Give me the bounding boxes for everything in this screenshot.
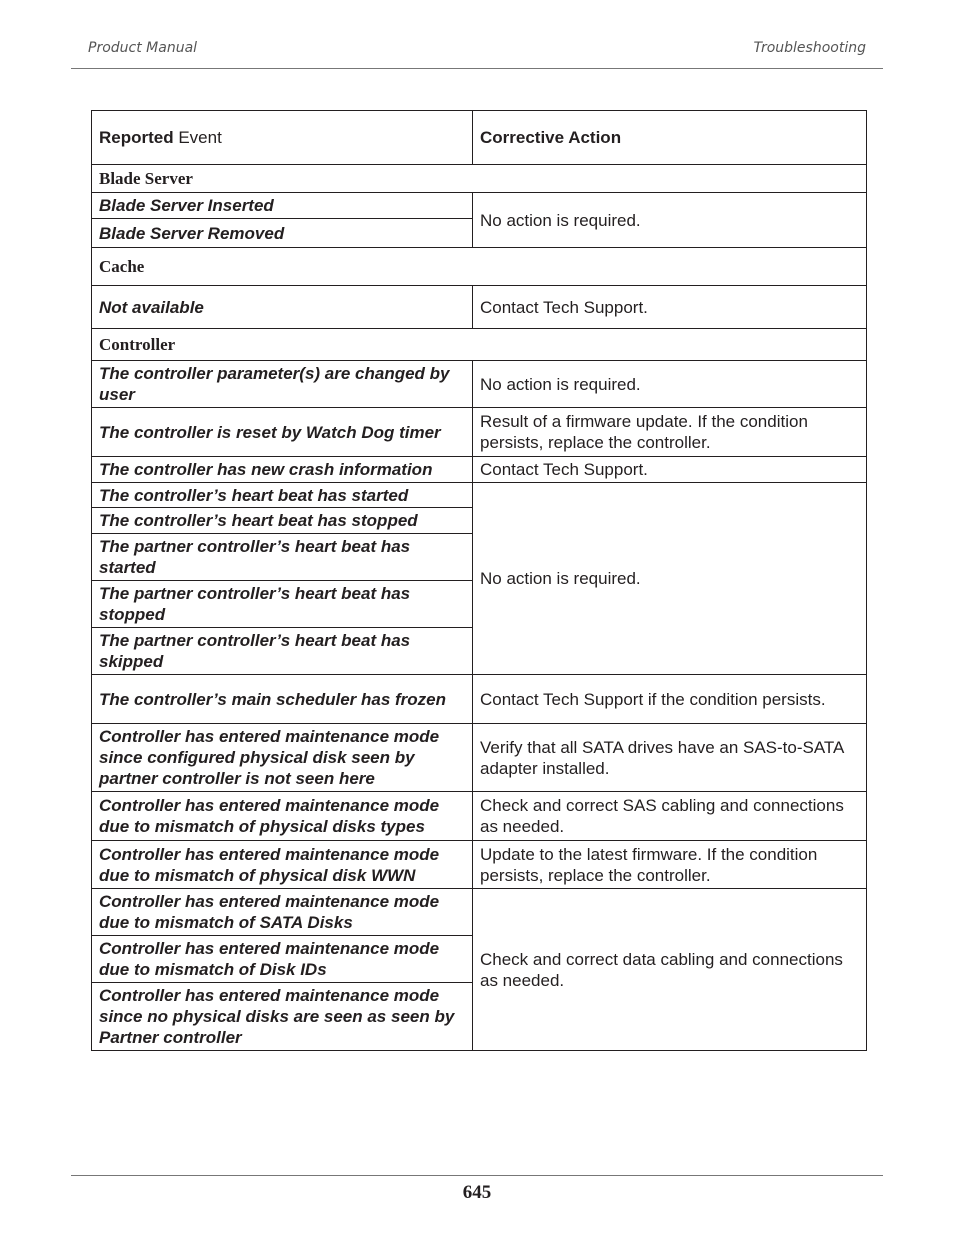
section-row-cache — [92, 248, 867, 286]
event-cell: Not available — [92, 286, 473, 329]
table-row — [92, 193, 867, 219]
section-title: Blade Server — [92, 165, 867, 193]
event-cell: Controller has entered maintenance mode since no physical disks are seen as seen by Partner controller — [92, 983, 473, 1051]
footer-rule — [71, 1175, 883, 1176]
event-cell: The partner controller’s heart beat has stopped — [92, 581, 473, 628]
table-row — [92, 724, 867, 792]
table-row — [92, 408, 867, 457]
event-cell: Controller has entered maintenance mode due to mismatch of SATA Disks — [92, 889, 473, 936]
event-cell: Controller has entered maintenance mode due to mismatch of physical disks types — [92, 792, 473, 841]
section-row-blade-server — [92, 165, 867, 193]
event-cell: The controller has new crash information — [92, 457, 473, 483]
action-cell: Result of a firmware update. If the condition persists, replace the controller. — [473, 408, 867, 457]
action-cell: Check and correct SAS cabling and connections as needed. — [473, 792, 867, 841]
table-row — [92, 457, 867, 483]
event-cell: Controller has entered maintenance mode due to mismatch of physical disk WWN — [92, 841, 473, 889]
action-cell: Contact Tech Support. — [473, 286, 867, 329]
action-cell: Update to the latest firmware. If the condition persists, replace the controller. — [473, 841, 867, 889]
page-number: 645 — [462, 1182, 492, 1203]
table-row — [92, 889, 867, 936]
col-header-bold: Reported — [99, 128, 174, 147]
col-header-rest: Event — [173, 128, 222, 147]
col-header-reported-event — [92, 111, 473, 165]
event-cell: Controller has entered maintenance mode since configured physical disk seen by partner controller is not seen here — [92, 724, 473, 792]
table-header-row — [92, 111, 867, 165]
action-cell: Contact Tech Support. — [473, 457, 867, 483]
table-row — [92, 841, 867, 889]
header-rule — [71, 68, 883, 69]
action-cell: Check and correct data cabling and connections as needed. — [473, 889, 867, 1051]
section-row-controller — [92, 329, 867, 361]
action-cell: No action is required. — [473, 483, 867, 675]
table-row — [92, 792, 867, 841]
section-title: Cache — [92, 248, 867, 286]
action-cell: No action is required. — [473, 193, 867, 248]
table-row — [92, 483, 867, 508]
event-cell: Blade Server Removed — [92, 219, 473, 248]
event-table — [91, 110, 867, 1051]
table-row — [92, 675, 867, 724]
event-cell: The partner controller’s heart beat has started — [92, 534, 473, 581]
section-title: Controller — [92, 329, 867, 361]
event-cell: The controller parameter(s) are changed by user — [92, 361, 473, 408]
running-header-section: Troubleshooting — [753, 40, 866, 56]
event-cell: The controller’s main scheduler has frozen — [92, 675, 473, 724]
event-cell: The partner controller’s heart beat has skipped — [92, 628, 473, 675]
col-header-corrective-action: Corrective Action — [473, 111, 867, 165]
running-header-title: Product Manual — [88, 40, 198, 56]
event-cell: The controller is reset by Watch Dog timer — [92, 408, 473, 457]
event-cell: The controller’s heart beat has started — [92, 483, 473, 508]
action-cell: Contact Tech Support if the condition persists. — [473, 675, 867, 724]
action-cell: Verify that all SATA drives have an SAS-to-SATA adapter installed. — [473, 724, 867, 792]
event-cell: The controller’s heart beat has stopped — [92, 508, 473, 534]
table-row — [92, 286, 867, 329]
action-cell: No action is required. — [473, 361, 867, 408]
table-row — [92, 361, 867, 408]
event-cell: Blade Server Inserted — [92, 193, 473, 219]
event-cell: Controller has entered maintenance mode due to mismatch of Disk IDs — [92, 936, 473, 983]
